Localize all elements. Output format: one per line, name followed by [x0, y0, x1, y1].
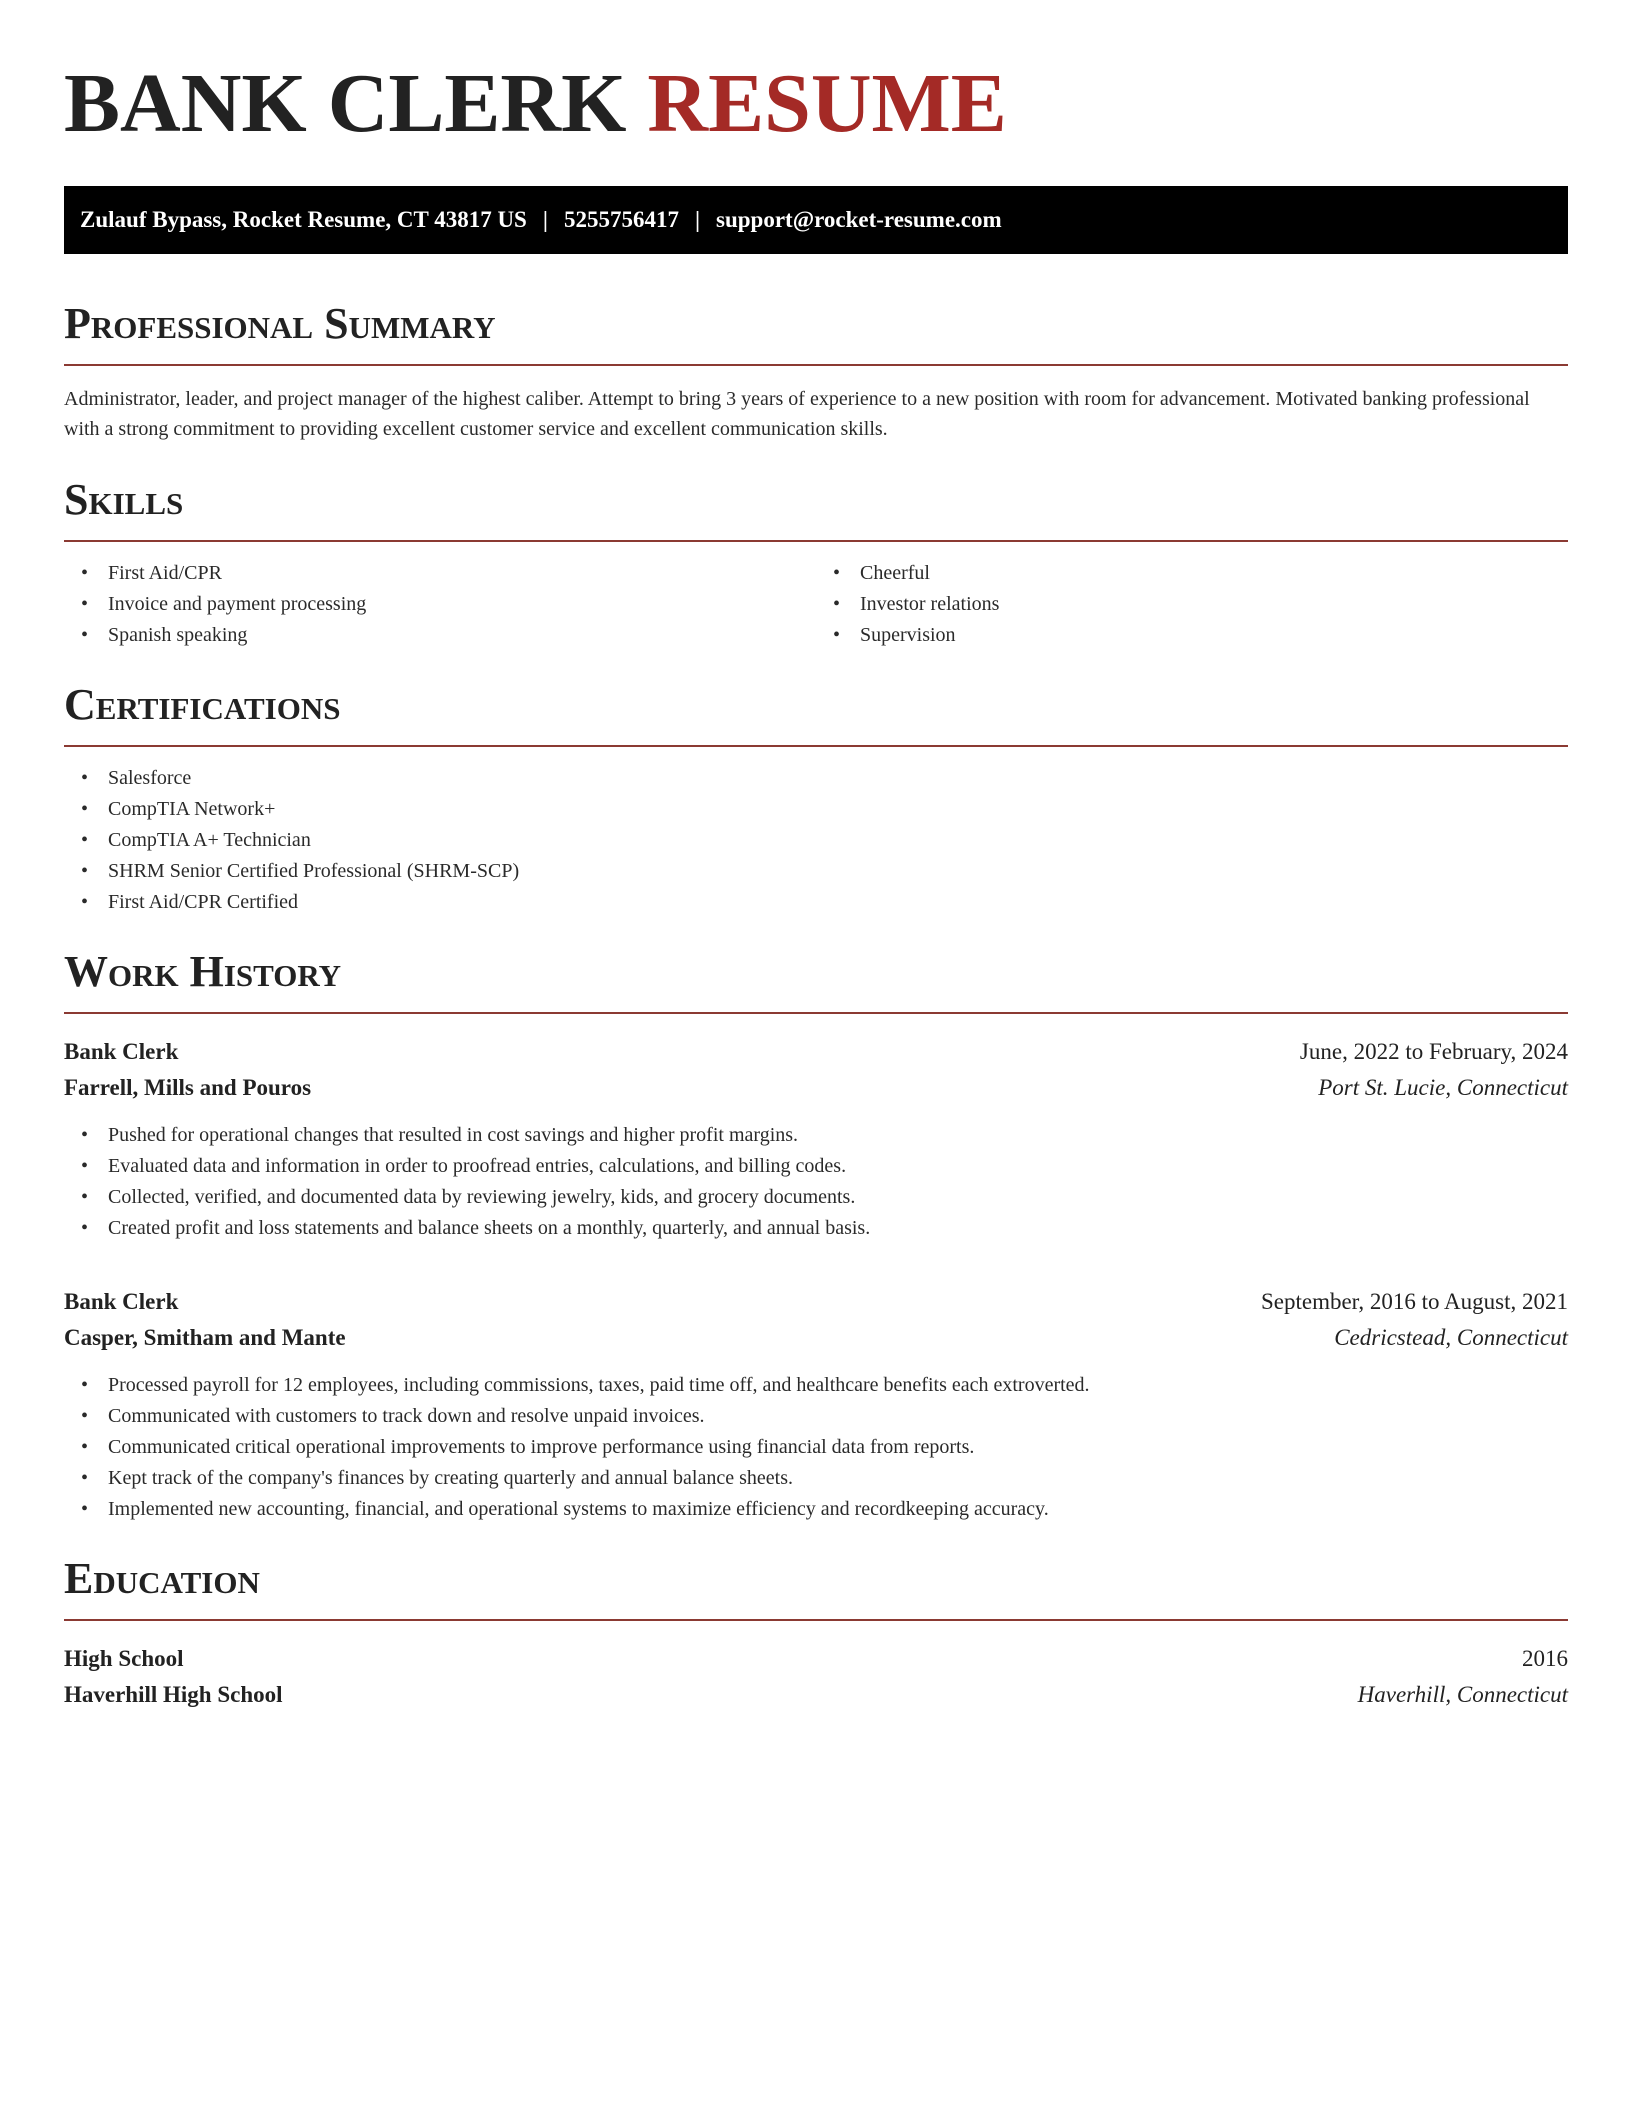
job-bullet-text: Kept track of the company's finances by creating quarterly and annual balance sheets. — [108, 1467, 793, 1489]
certifications-list — [64, 763, 1568, 918]
contact-bar — [64, 186, 1568, 254]
bullet-icon: • — [81, 829, 89, 851]
job-company: Casper, Smitham and Mante — [64, 1325, 346, 1350]
skills-list-right — [816, 558, 1568, 651]
list-item — [816, 558, 1568, 589]
bullet-icon: • — [81, 1155, 89, 1177]
bullet-icon: • — [81, 891, 89, 913]
job-bullet-text: Evaluated data and information in order to proofread entries, calculations, and billing codes. — [108, 1155, 847, 1177]
list-item — [64, 794, 1568, 825]
education-degree: High School — [64, 1646, 184, 1671]
list-item — [64, 620, 816, 651]
skill-text: First Aid/CPR — [108, 562, 222, 584]
job-bullet-text: Processed payroll for 12 employees, including commissions, taxes, paid time off, and healthcare benefits each extroverted. — [108, 1374, 1090, 1396]
list-item — [64, 887, 1568, 918]
job-bullet-text: Created profit and loss statements and balance sheets on a monthly, quarterly, and annual basis. — [108, 1217, 871, 1239]
job-bullet-text: Implemented new accounting, financial, and operational systems to maximize efficiency and recordkeeping accuracy. — [108, 1498, 1049, 1520]
job-entry — [64, 1034, 1568, 1244]
certification-text: CompTIA Network+ — [108, 798, 276, 820]
list-item — [64, 856, 1568, 887]
list-item — [64, 1432, 1568, 1463]
skills-grid — [64, 558, 1568, 651]
list-item — [64, 825, 1568, 856]
summary-heading: Professional Summary — [64, 298, 1568, 366]
education-school-row — [64, 1677, 1568, 1713]
title-part-2: RESUME — [647, 57, 1007, 150]
education-heading: Education — [64, 1553, 1568, 1621]
job-title: Bank Clerk — [64, 1289, 179, 1314]
list-item — [816, 589, 1568, 620]
skill-text: Invoice and payment processing — [108, 593, 367, 615]
bullet-icon: • — [81, 1124, 89, 1146]
bullet-icon: • — [81, 1467, 89, 1489]
bullet-icon: • — [833, 562, 841, 584]
bullet-icon: • — [833, 593, 841, 615]
job-company-row — [64, 1320, 1568, 1356]
skill-text: Spanish speaking — [108, 624, 248, 646]
job-header-row — [64, 1284, 1568, 1320]
work-history-heading: Work History — [64, 946, 1568, 1014]
certification-text: Salesforce — [108, 767, 192, 789]
job-company-row — [64, 1070, 1568, 1106]
job-location: Port St. Lucie, Connecticut — [1318, 1075, 1568, 1100]
education-entry — [64, 1641, 1568, 1713]
list-item — [64, 1401, 1568, 1432]
list-item — [64, 1213, 1568, 1244]
skills-section — [64, 474, 1568, 651]
bullet-icon: • — [833, 624, 841, 646]
bullet-icon: • — [81, 624, 89, 646]
bullet-icon: • — [81, 562, 89, 584]
list-item — [64, 1494, 1568, 1525]
skill-text: Supervision — [860, 624, 956, 646]
skill-text: Investor relations — [860, 593, 1000, 615]
job-location: Cedricstead, Connecticut — [1334, 1325, 1568, 1350]
skills-list-left — [64, 558, 816, 651]
certification-text: CompTIA A+ Technician — [108, 829, 311, 851]
contact-separator: | — [542, 207, 548, 232]
summary-section — [64, 298, 1568, 444]
job-bullet-text: Pushed for operational changes that resulted in cost savings and higher profit margins. — [108, 1124, 799, 1146]
list-item — [64, 1463, 1568, 1494]
skill-text: Cheerful — [860, 562, 930, 584]
job-entry — [64, 1284, 1568, 1525]
job-bullets — [64, 1120, 1568, 1244]
bullet-icon: • — [81, 1498, 89, 1520]
contact-phone: 5255756417 — [563, 207, 679, 232]
list-item — [64, 1151, 1568, 1182]
education-school: Haverhill High School — [64, 1682, 283, 1707]
list-item — [64, 558, 816, 589]
bullet-icon: • — [81, 1436, 89, 1458]
certification-text: First Aid/CPR Certified — [108, 891, 299, 913]
list-item — [64, 1120, 1568, 1151]
work-history-section — [64, 946, 1568, 1525]
list-item — [64, 589, 816, 620]
bullet-icon: • — [81, 593, 89, 615]
title-part-1: BANK CLERK — [64, 57, 627, 150]
job-bullets — [64, 1370, 1568, 1525]
bullet-icon: • — [81, 1217, 89, 1239]
job-company: Farrell, Mills and Pouros — [64, 1075, 312, 1100]
bullet-icon: • — [81, 1186, 89, 1208]
resume-title — [64, 56, 1568, 152]
summary-text: Administrator, leader, and project manager of the highest caliber. Attempt to bring 3 years of experience to a new position with room for advancement. Motivated banking professional with a strong commitment to providing excellent customer service and excellent communication skills. — [64, 388, 1530, 440]
education-section — [64, 1553, 1568, 1713]
certification-text: SHRM Senior Certified Professional (SHRM-SCP) — [108, 860, 520, 882]
education-degree-row — [64, 1641, 1568, 1677]
job-dates: June, 2022 to February, 2024 — [1299, 1039, 1568, 1064]
education-location: Haverhill, Connecticut — [1357, 1682, 1568, 1707]
job-bullet-text: Communicated with customers to track down and resolve unpaid invoices. — [108, 1405, 705, 1427]
certifications-section — [64, 679, 1568, 918]
bullet-icon: • — [81, 1405, 89, 1427]
certifications-heading: Certifications — [64, 679, 1568, 747]
list-item — [64, 1370, 1568, 1401]
job-bullet-text: Collected, verified, and documented data by reviewing jewelry, kids, and grocery documents. — [108, 1186, 856, 1208]
job-dates: September, 2016 to August, 2021 — [1260, 1289, 1568, 1314]
education-year: 2016 — [1522, 1646, 1568, 1671]
job-header-row — [64, 1034, 1568, 1070]
bullet-icon: • — [81, 767, 89, 789]
bullet-icon: • — [81, 860, 89, 882]
list-item — [64, 763, 1568, 794]
contact-address: Zulauf Bypass, Rocket Resume, CT 43817 US — [80, 207, 527, 232]
contact-separator: | — [694, 207, 701, 232]
list-item — [64, 1182, 1568, 1213]
skills-heading: Skills — [64, 474, 1568, 542]
list-item — [816, 620, 1568, 651]
bullet-icon: • — [81, 1374, 89, 1396]
contact-email: support@rocket-resume.com — [716, 207, 1002, 232]
job-title: Bank Clerk — [64, 1039, 179, 1064]
job-bullet-text: Communicated critical operational improvements to improve performance using financial data from reports. — [108, 1436, 975, 1458]
bullet-icon: • — [81, 798, 89, 820]
